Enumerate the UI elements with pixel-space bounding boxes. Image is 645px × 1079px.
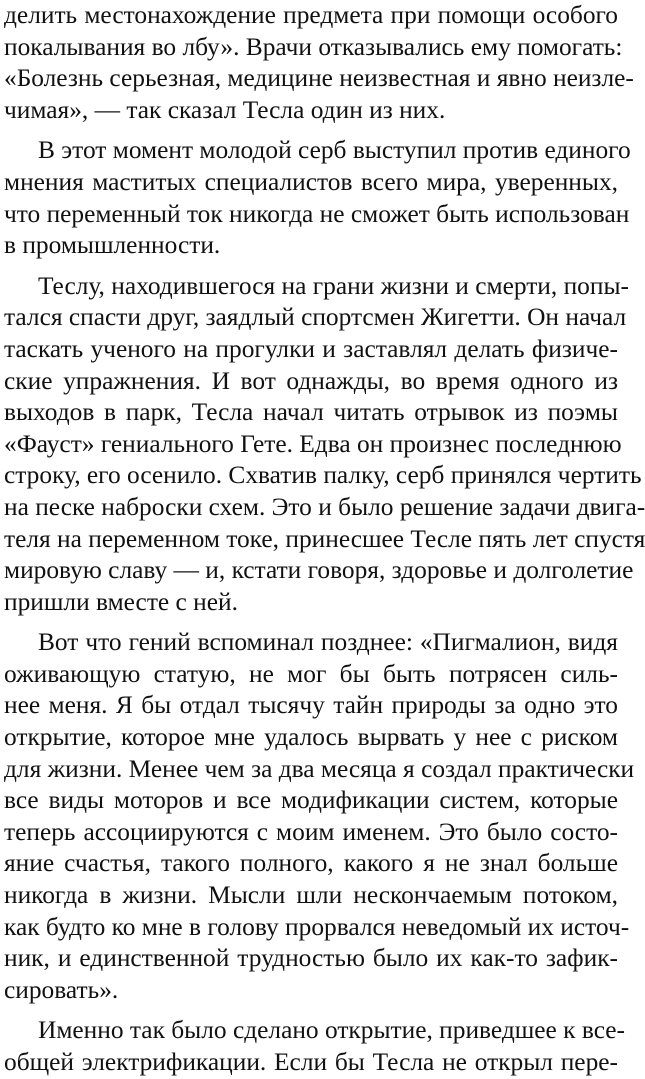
text-line: нее меня. Я бы отдал тысячу тайн природы за одно это [4,691,618,720]
text-line: как будто ко мне в голову прорвался неведомый их источ- [4,912,630,941]
paragraph-spacing [4,618,618,627]
text-line: все виды моторов и все модификации систем, которые [4,786,618,815]
text-line: яние счастья, такого полного, какого я не знал больше [4,849,618,878]
text-line: на песке наброски схем. Это и было решение задачи двига- [4,492,645,521]
paragraph-spacing [4,1006,618,1015]
text-line: Вот что гений вспоминал позднее: «Пигмалион, видя [38,628,618,657]
text-line: что переменный ток никогда не сможет быть использован [4,199,630,228]
paragraph [4,135,631,261]
paragraph-spacing [4,126,618,135]
paragraph [4,271,645,619]
text-line: строку, его осенило. Схватив палку, серб принялся чертить [4,461,642,490]
text-line: теля на переменном токе, принесшее Тесле пять лет спустя [4,524,645,553]
text-line: В этот момент молодой серб выступил против единого [38,136,631,165]
text-line: «Фауст» гениального Гете. Едва он произнес последнюю [4,429,622,458]
text-line: оживающую статую, не мог бы быть потрясен силь- [4,659,618,688]
paragraph-spacing [4,262,618,271]
text-line: открытие, которое мне удалось вырвать у нее с риском [4,723,618,752]
paragraph [4,1015,625,1078]
text-line: ник, и единственной трудностью было их как-то зафик- [4,944,618,973]
page-text-body [4,0,645,1079]
paragraph [4,0,634,126]
book-page [4,0,645,1076]
text-line: мнения маститых специалистов всего мира, уверенных, [4,167,618,196]
text-line: в промышленности. [4,231,221,260]
text-line: покалывания во лбу». Врачи отказывались ему помогать: [4,32,623,61]
text-line: «Болезнь серьезная, медицине неизвестная и явно неизле- [4,64,634,93]
text-line: делить местонахождение предмета при помощи особого [4,1,618,29]
text-line: сировать». [4,975,119,1004]
text-line: таскать ученого на прогулки и заставлял делать физиче- [4,334,618,363]
text-line: никогда в жизни. Мысли шли нескончаемым потоком, [4,881,618,910]
text-line: чимая», — так сказал Тесла один из них. [4,95,446,124]
text-line: Именно так было сделано открытие, приведшее к все- [38,1016,625,1045]
text-line: пришли вместе с ней. [4,587,238,616]
text-line: общей электрификации. Если бы Тесла не открыл пере- [4,1048,618,1076]
text-line: Теслу, находившегося на грани жизни и смерти, попы- [38,271,629,300]
text-line: теперь ассоциируются с моим именем. Это было состо- [4,817,618,846]
paragraph [4,627,635,1006]
text-line: выходов в парк, Тесла начал читать отрывок из поэмы [4,398,618,427]
text-line: для жизни. Менее чем за два месяца я создал практически [4,754,635,783]
text-line: ские упражнения. И вот однажды, во время одного из [4,366,618,395]
text-line: тался спасти друг, заядлый спортсмен Жигетти. Он начал [4,303,627,332]
text-line: мировую славу — и, кстати говоря, здоровье и долголетие [4,556,634,585]
